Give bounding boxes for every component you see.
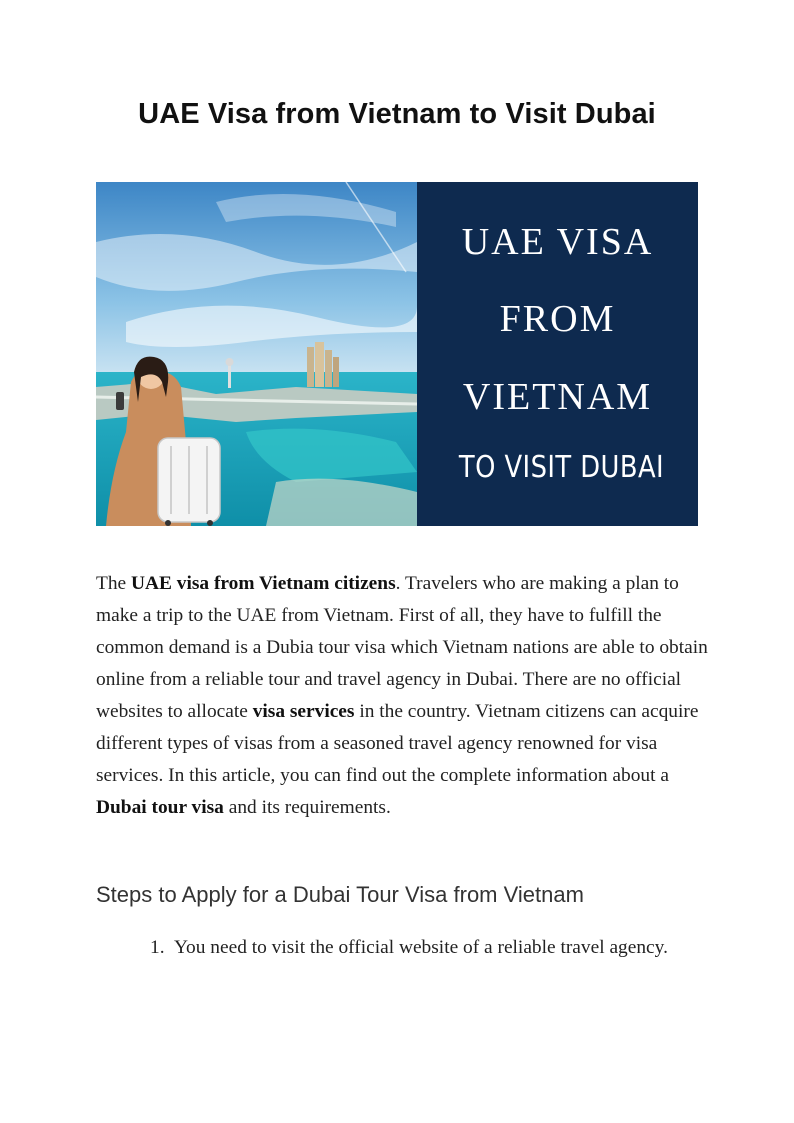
intro-text-1: The (96, 573, 131, 594)
steps-list (150, 932, 680, 964)
hero-banner (96, 182, 698, 526)
list-item (150, 932, 680, 964)
banner-line-3: VIETNAM (462, 376, 653, 418)
banner-line-1: UAE VISA (461, 221, 654, 263)
intro-text-4: and its requirements. (223, 797, 391, 818)
dubai-travel-photo (96, 182, 417, 526)
banner-text-panel (417, 182, 698, 526)
banner-line-4: TO VISIT DUBAI (458, 450, 665, 485)
intro-bold-uae-visa: UAE visa from Vietnam citizens (131, 573, 396, 594)
intro-text-2: . Travelers who are making a plan to make a trip to the UAE from Vietnam. First of all, they have to fulfill the common demand is a Dubia tour visa which Vietnam nations are able to obtain online from a reliable tour and travel agency in Dubai. There are no official websites to allocate (96, 573, 708, 722)
step-text: You need to visit the official website of a reliable travel agency. (174, 937, 668, 958)
steps-heading: Steps to Apply for a Dubai Tour Visa from Vietnam (96, 882, 584, 907)
intro-bold-dubai-tour-visa: Dubai tour visa (96, 797, 224, 818)
page-title: UAE Visa from Vietnam to Visit Dubai (138, 98, 656, 130)
intro-text-3: in the country. Vietnam citizens can acquire different types of visas from a seasoned travel agency renowned for visa services. In this article, you can find out the complete information about a (96, 701, 699, 786)
intro-paragraph (96, 568, 708, 824)
step-number: 1. (150, 937, 165, 958)
banner-line-2: FROM (499, 298, 616, 340)
intro-bold-visa-services: visa services (252, 701, 355, 722)
